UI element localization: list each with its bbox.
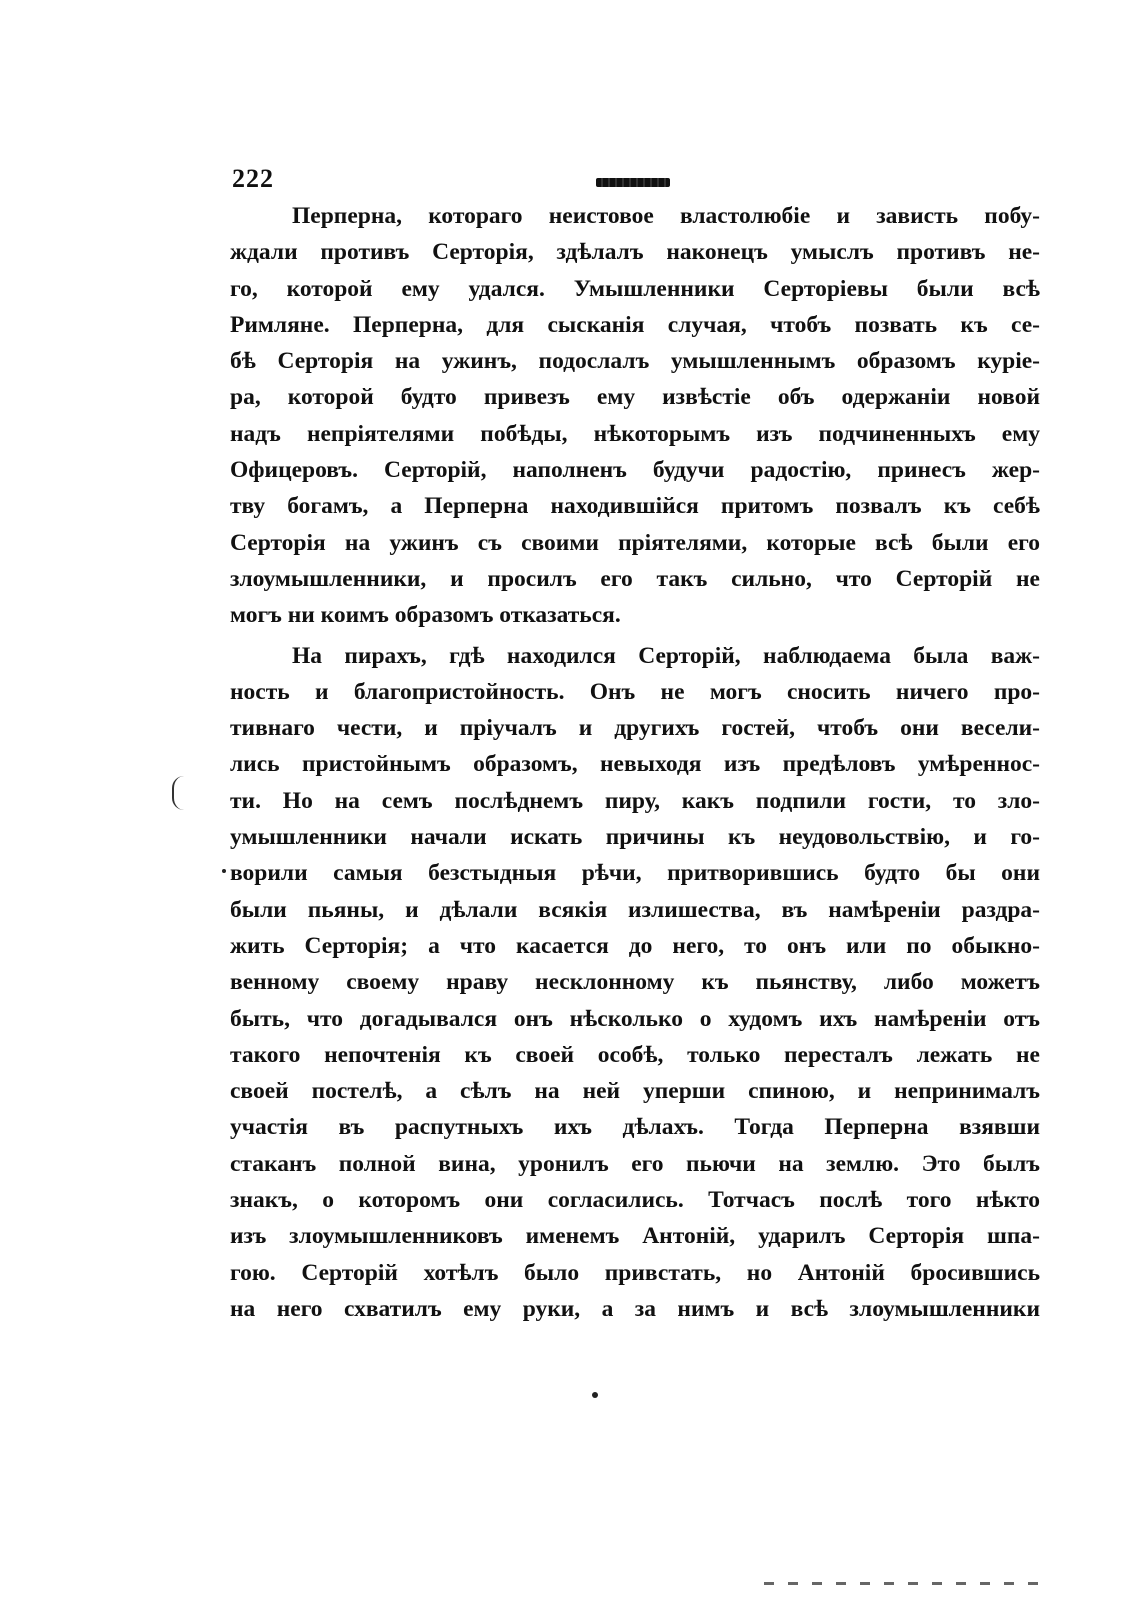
header-ornament-rule	[596, 178, 670, 187]
text-line: ворили самыя безстыдныя рѣчи, притворившись будто бы они	[230, 860, 1040, 887]
paragraph	[230, 198, 1040, 634]
margin-bracket-mark	[172, 776, 186, 810]
stray-dot-mark	[222, 869, 226, 873]
text-line: го, которой ему удался. Умышленники Серторіевы были всѣ	[230, 275, 1040, 302]
text-line: ра, которой будто привезъ ему извѣстіе объ одержаніи новой	[230, 384, 1040, 411]
text-line: ждали противъ Серторія, здѣлалъ наконецъ умыслъ противъ не-	[230, 239, 1040, 266]
text-line: участія въ распутныхъ ихъ дѣлахъ. Тогда Перперна взявши	[230, 1114, 1040, 1141]
text-line: своей постелѣ, а сѣлъ на ней уперши спиною, и непринималъ	[230, 1078, 1040, 1105]
text-line: на него схватилъ ему руки, а за нимъ и всѣ злоумышленники	[230, 1295, 1040, 1322]
text-line: ность и благопристойность. Онъ не могъ сносить ничего про-	[230, 678, 1040, 705]
text-line: Серторія на ужинъ съ своими пріятелями, которые всѣ были его	[230, 529, 1040, 556]
text-line: жить Серторія; а что касается до него, то онъ или по обыкно-	[230, 932, 1040, 959]
text-line: надъ непріятелями побѣды, нѣкоторымъ изъ подчиненныхъ ему	[230, 420, 1040, 447]
text-line: злоумышленники, и просилъ его такъ сильно, что Серторій не	[230, 565, 1040, 592]
text-line: изъ злоумышленниковъ именемъ Антоній, ударилъ Серторія шпа-	[230, 1223, 1040, 1250]
text-line: Перперна, котораго неистовое властолюбіе и зависть побу-	[292, 203, 1040, 229]
text-line: бѣ Серторія на ужинъ, подослалъ умышленнымъ образомъ куріе-	[230, 348, 1040, 375]
body-text	[230, 198, 1040, 1327]
text-line: умышленники начали искать причины къ неудовольствію, и го-	[230, 824, 1040, 851]
text-line: Римляне. Перперна, для сысканія случая, чтобъ позвать къ се-	[230, 311, 1040, 338]
text-line: венному своему нраву несклонному къ пьянству, либо можетъ	[230, 969, 1040, 996]
stray-dot-mark	[592, 1392, 598, 1398]
page-number: 222	[232, 164, 274, 193]
text-line: знакъ, о которомъ они согласились. Тотчасъ послѣ того нѣкто	[230, 1187, 1040, 1214]
text-line: такого непочтенія къ своей особѣ, только пересталъ лежать не	[230, 1041, 1040, 1068]
paragraph	[230, 638, 1040, 1328]
text-line: На пирахъ, гдѣ находился Серторій, наблюдаема была важ-	[292, 642, 1040, 669]
text-line: ти. Но на семъ послѣднемъ пиру, какъ подпили гости, то зло-	[230, 787, 1040, 814]
text-line: гою. Серторій хотѣлъ было привстать, но Антоній бросившись	[230, 1259, 1040, 1286]
text-line: были пьяны, и дѣлали всякія излишества, въ намѣреніи раздра-	[230, 896, 1040, 923]
text-line: тивнаго чести, и пріучалъ и другихъ гостей, чтобъ они весели-	[230, 715, 1040, 742]
text-line: могъ ни коимъ образомъ отказаться.	[230, 602, 621, 629]
text-line: стаканъ полной вина, уронилъ его пьючи на землю. Это былъ	[230, 1150, 1040, 1177]
text-line: тву богамъ, а Перперна находившійся притомъ позвалъ къ себѣ	[230, 493, 1040, 520]
bottom-edge-marks	[764, 1582, 1044, 1585]
text-line: быть, что догадывался онъ нѣсколько о худомъ ихъ намѣреніи отъ	[230, 1005, 1040, 1032]
text-line: Офицеровъ. Серторій, наполненъ будучи радостію, принесъ жер-	[230, 457, 1040, 484]
text-line: лись пристойнымъ образомъ, невыходя изъ предѣловъ умѣреннос-	[230, 751, 1040, 778]
